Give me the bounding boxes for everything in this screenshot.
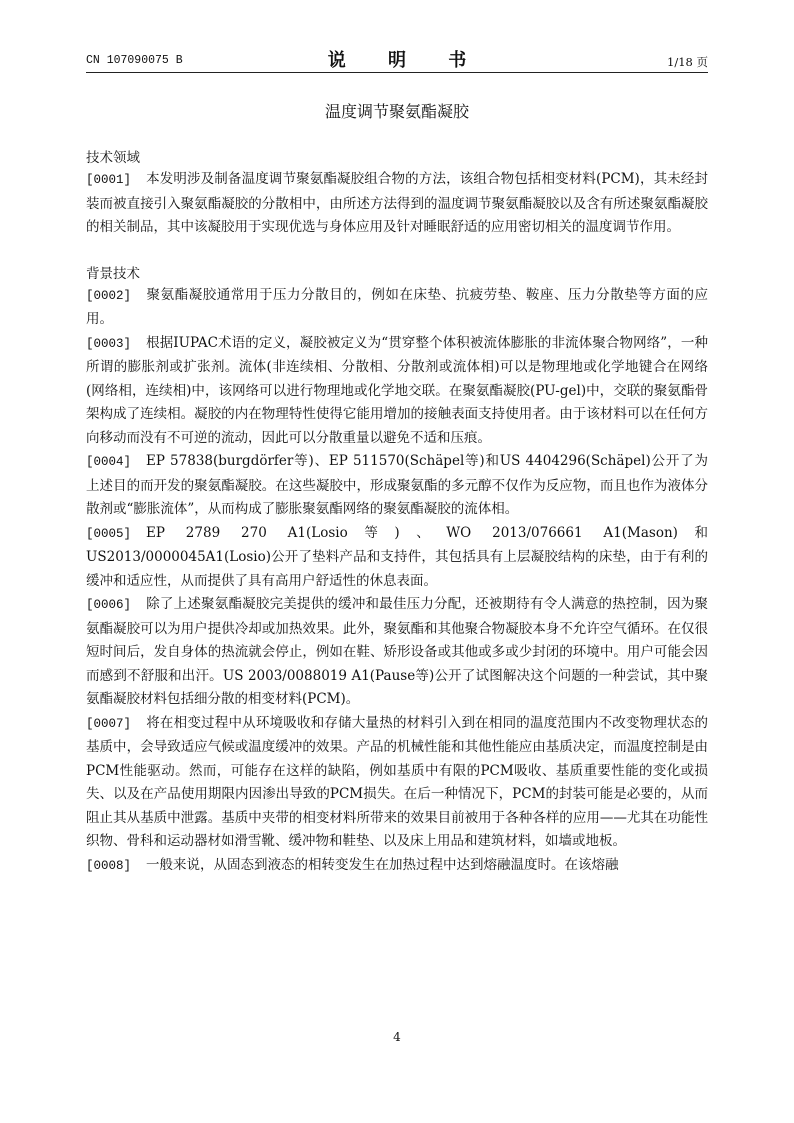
paragraph bbox=[86, 168, 708, 240]
publication-number: CN 107090075 B bbox=[86, 54, 183, 67]
paragraph-text: 将在相变过程中从环境吸收和存储大量热的材料引入到在相同的温度范围内不改变物理状态的基质中，会导致适应气候或温度缓冲的效果。产品的机械性能和其他性能应由基质决定，而温度控制是由PCM性能驱动。然而，可能存在这样的缺陷，例如基质中有限的PCM吸收、基质重要性能的变化或损失、以及在产品使用期限内因渗出导致的PCM损失。在后一种情况下，PCM的封装可能是必要的，从而阻止其从基质中泄露。基质中夹带的相变材料所带来的效果目前被用于各种各样的应用——尤其在功能性织物、骨科和运动器材如滑雪靴、缓冲物和鞋垫、以及床上用品和建筑材料，如墙或地板。 bbox=[86, 714, 708, 849]
paragraph-number: [0002] bbox=[86, 288, 132, 303]
paragraph-text: 聚氨酯凝胶通常用于压力分散目的，例如在床垫、抗疲劳垫、鞍座、压力分散垫等方面的应用。 bbox=[86, 286, 708, 327]
document-title: 温度调节聚氨酯凝胶 bbox=[324, 102, 469, 121]
paragraph bbox=[86, 854, 708, 879]
page-info: 1/18 页 bbox=[667, 55, 708, 69]
header-divider bbox=[86, 72, 708, 73]
section-gap bbox=[86, 240, 708, 264]
paragraph-number: [0007] bbox=[86, 716, 132, 731]
document-body bbox=[86, 148, 708, 878]
document-type: 说 明 书 bbox=[327, 50, 485, 71]
paragraph-number: [0001] bbox=[86, 173, 132, 187]
paragraph bbox=[86, 522, 708, 594]
page-number: 4 bbox=[393, 1030, 401, 1044]
paragraph-text: 本发明涉及制备温度调节聚氨酯凝胶组合物的方法，该组合物包括相变材料(PCM)，其未经封装而被直接引入聚氨酯凝胶的分散相中，由所述方法得到的温度调节聚氨酯凝胶以及含有所述聚氨酯凝胶的相关制品，其中该凝胶用于实现优选与身体应用及针对睡眠舒适的应用密切相关的温度调节作用。 bbox=[86, 171, 708, 235]
section-heading: 背景技术 bbox=[86, 265, 140, 282]
section-heading: 技术领域 bbox=[86, 150, 140, 166]
paragraph-number: [0006] bbox=[86, 598, 132, 612]
paragraph bbox=[86, 450, 708, 522]
paragraph-text: 除了上述聚氨酯凝胶完美提供的缓冲和最佳压力分配，还被期待有令人满意的热控制，因为聚氨酯凝胶可以为用户提供冷却或加热效果。此外，聚氨酯和其他聚合物凝胶本身不允许空气循环。在仅很短时间后，发自身体的热流就会停止，例如在鞋、矫形设备或其他或多或少封闭的环境中。用户可能会因而感到不舒服和出汗。US 2003/0088019 A1(Pause等)公开了试图解决这个问题的一种尝试，其中聚氨酯凝胶材料包括细分散的相变材料(PCM)。 bbox=[86, 596, 708, 707]
paragraph-text: EP 2789 270 A1(Losio等)、WO 2013/076661 A1(Mason)和US2013/0000045A1(Losio)公开了垫料产品和支持件，其包括具有上层凝胶结构的床垫，由于有利的缓冲和适应性，从而提供了具有高用户舒适性的休息表面。 bbox=[86, 524, 708, 589]
paragraph bbox=[86, 712, 708, 854]
paragraph-text: EP 57838(burgdörfer等)、EP 511570(Schäpel等)和US 4404296(Schäpel)公开了为上述目的而开发的聚氨酯凝胶。在这些凝胶中，形成聚氨酯的多元醇不仅作为反应物，而且也作为液体分散剂或“膨胀流体”，从而构成了膨胀聚氨酯网络的聚氨酯凝胶的流体相。 bbox=[86, 453, 708, 517]
page-header bbox=[86, 48, 708, 72]
paragraph-text: 一般来说，从固态到液态的相转变发生在加热过程中达到熔融温度时。在该熔融 bbox=[146, 856, 619, 873]
paragraph bbox=[86, 284, 708, 332]
paragraph-number: [0004] bbox=[86, 455, 132, 469]
paragraph-number: [0003] bbox=[86, 336, 132, 351]
paragraph bbox=[86, 593, 708, 712]
paragraph-number: [0008] bbox=[86, 858, 132, 873]
paragraph bbox=[86, 332, 708, 451]
paragraph-number: [0005] bbox=[86, 526, 132, 541]
paragraph-text: 根据IUPAC术语的定义，凝胶被定义为“贯穿整个体积被流体膨胀的非流体聚合物网络”，一种所谓的膨胀剂或扩张剂。流体(非连续相、分散相、分散剂或流体相)可以是物理地或化学地键合在网络(网络相，连续相)中，该网络可以进行物理地或化学地交联。在聚氨酯凝胶(PU-gel)中，交联的聚氨酯骨架构成了连续相。凝胶的内在物理特性使得它能用增加的接触表面支持使用者。由于该材料可以在任何方向移动而没有不可逆的流动，因此可以分散重量以避免不适和压痕。 bbox=[86, 334, 708, 446]
